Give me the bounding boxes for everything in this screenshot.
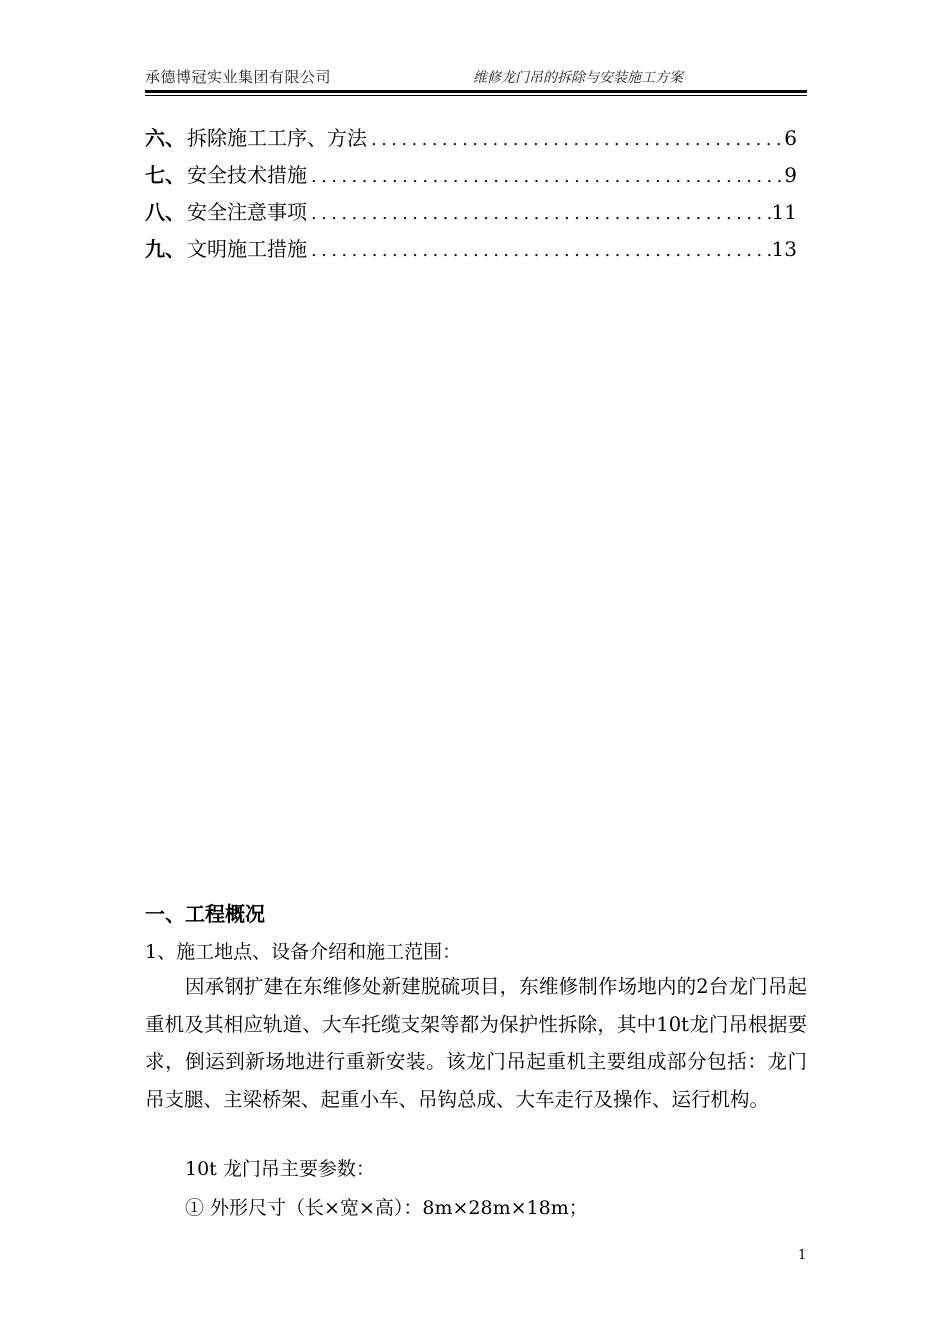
body-paragraph: 因承钢扩建在东维修处新建脱硫项目，东维修制作场地内的2台龙门吊起重机及其相应轨道、大车托缆支架等都为保护性拆除，其中10t龙门吊根据要求，倒运到新场地进行重新安装。该龙门吊起重机主要组成部分包括：龙门吊支腿、主梁桥架、起重小车、吊钩总成、大车走行及操作、运行机构。: [145, 975, 807, 1111]
toc-entry-number: 八、: [145, 200, 185, 224]
toc-entry-title: 文明施工措施: [187, 237, 307, 261]
header-rule-thick: [145, 90, 807, 93]
page-number: 1: [798, 1248, 807, 1263]
header-company: 承德博冠实业集团有限公司: [145, 68, 332, 86]
toc-entry[interactable]: [145, 159, 797, 196]
toc-entry[interactable]: [145, 122, 797, 159]
toc-entry-page: 6: [784, 126, 797, 150]
toc-dot-leader: [367, 129, 784, 150]
toc-entry[interactable]: [145, 196, 797, 233]
header-document-title: 维修龙门吊的拆除与安装施工方案: [473, 70, 683, 86]
toc-entry-page: 9: [784, 163, 797, 187]
section-title: 一、工程概况: [145, 902, 265, 926]
toc-entry-page: 13: [771, 237, 797, 261]
toc-entry-title: 拆除施工工序、方法: [187, 126, 367, 150]
parameter-item: ① 外形尺寸（长×宽×高）：8m×28m×18m；: [185, 1197, 588, 1219]
toc-dot-leader: [307, 240, 772, 261]
toc-dot-leader: [307, 203, 772, 224]
toc-entry-number: 七、: [145, 163, 185, 187]
toc-entry-title: 安全技术措施: [187, 163, 307, 187]
subsection-title: 1、施工地点、设备介绍和施工范围：: [145, 941, 462, 963]
toc-entry-page: 11: [771, 200, 797, 224]
header-rule-thin: [145, 95, 807, 96]
table-of-contents: [145, 122, 797, 270]
toc-entry-number: 六、: [145, 126, 185, 150]
toc-dot-leader: [307, 166, 784, 187]
page-header: [145, 66, 807, 88]
toc-entry[interactable]: [145, 233, 797, 270]
parameters-heading: 10t 龙门吊主要参数：: [185, 1158, 375, 1180]
toc-entry-number: 九、: [145, 237, 185, 261]
toc-entry-title: 安全注意事项: [187, 200, 307, 224]
